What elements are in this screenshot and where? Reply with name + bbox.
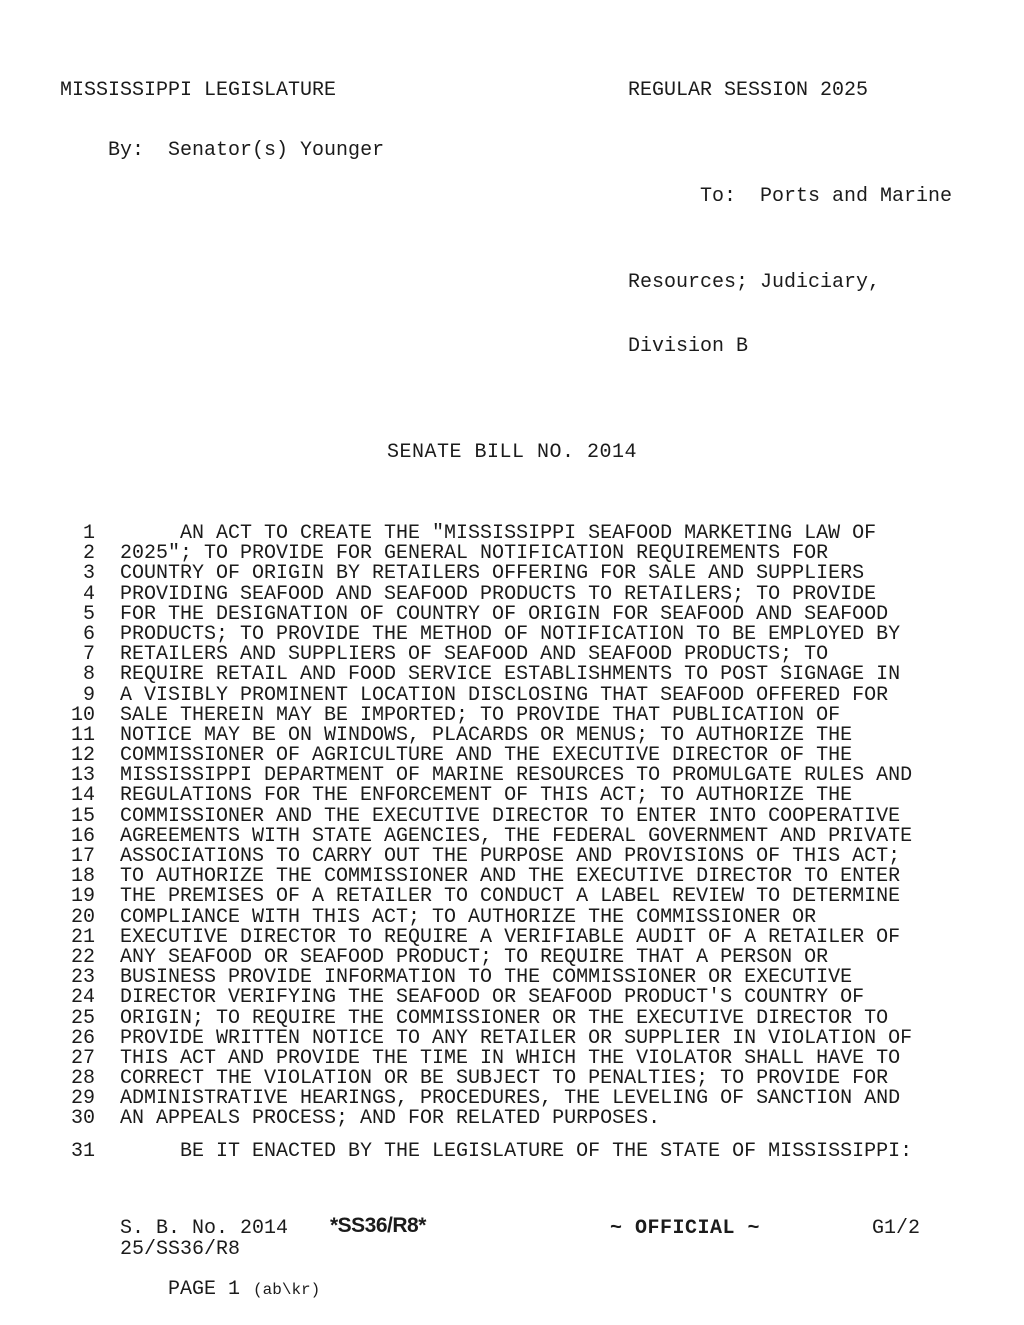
bill-text-line	[0, 887, 1024, 907]
line-number: 9	[82, 683, 95, 707]
footer-drafter-initials: (ab\kr)	[253, 1281, 321, 1299]
line-text: AN ACT TO CREATE THE "MISSISSIPPI SEAFOOD MARKETING LAW OF	[120, 522, 877, 545]
bill-text-line	[0, 723, 1024, 747]
bill-text-line	[0, 602, 1024, 626]
line-text: PROVIDE WRITTEN NOTICE TO ANY RETAILER OR SUPPLIER IN VIOLATION OF	[120, 1026, 913, 1050]
line-text: COUNTRY OF ORIGIN BY RETAILERS OFFERING FOR SALE AND SUPPLIERS	[120, 562, 865, 586]
footer-page-line	[120, 1260, 320, 1320]
author-name: Senator(s) Younger	[168, 139, 385, 162]
line-number: 7	[82, 643, 95, 667]
bill-text-line	[0, 1069, 1024, 1089]
committee-name-part-1: Ports and Marine	[760, 184, 953, 208]
line-text: FOR THE DESIGNATION OF COUNTRY OF ORIGIN FOR SEAFOOD AND SEAFOOD	[120, 602, 889, 626]
line-number: 8	[82, 663, 95, 687]
footer-page-label: PAGE 1	[168, 1278, 241, 1301]
bill-text-line	[0, 1109, 1024, 1129]
line-text: BE IT ENACTED BY THE LEGISLATURE OF THE STATE OF MISSISSIPPI:	[120, 1139, 913, 1163]
line-text: TO AUTHORIZE THE COMMISSIONER AND THE EXECUTIVE DIRECTOR TO ENTER	[120, 865, 901, 889]
line-number: 4	[82, 582, 95, 606]
line-number: 2	[82, 542, 95, 566]
bill-title: SENATE BILL NO. 2014	[386, 441, 638, 464]
line-number: 12	[70, 744, 95, 768]
line-text: PROVIDING SEAFOOD AND SEAFOOD PRODUCTS TO RETAILERS; TO PROVIDE	[120, 582, 877, 606]
bill-text-line	[0, 1026, 1024, 1050]
bill-text-line	[0, 867, 1024, 887]
bill-text-line	[0, 1139, 1024, 1163]
line-number: 30	[70, 1107, 95, 1131]
bill-text-line	[0, 746, 1024, 766]
line-text: COMPLIANCE WITH THIS ACT; TO AUTHORIZE THE COMMISSIONER OR	[120, 905, 817, 929]
bill-text-line	[0, 544, 1024, 564]
bill-text	[0, 524, 1024, 1162]
author-line	[60, 121, 384, 181]
line-text: 2025"; TO PROVIDE FOR GENERAL NOTIFICATION REQUIREMENTS FOR	[120, 542, 829, 566]
line-text: RETAILERS AND SUPPLIERS OF SEAFOOD AND SEAFOOD PRODUCTS; TO	[120, 643, 829, 667]
session-label: REGULAR SESSION 2025	[628, 79, 869, 102]
line-number: 6	[82, 622, 95, 646]
line-number: 23	[70, 966, 95, 990]
line-number: 27	[70, 1046, 95, 1070]
bill-text-line	[0, 988, 1024, 1008]
line-text: THIS ACT AND PROVIDE THE TIME IN WHICH THE VIOLATOR SHALL HAVE TO	[120, 1046, 901, 1070]
bill-text-line	[0, 622, 1024, 646]
bill-text-line	[0, 824, 1024, 848]
line-text: COMMISSIONER OF AGRICULTURE AND THE EXECUTIVE DIRECTOR OF THE	[120, 744, 853, 768]
bill-text-line	[0, 766, 1024, 786]
line-text: AGREEMENTS WITH STATE AGENCIES, THE FEDERAL GOVERNMENT AND PRIVATE	[120, 824, 913, 848]
bill-text-line	[0, 925, 1024, 949]
line-text: CORRECT THE VIOLATION OR BE SUBJECT TO PENALTIES; TO PROVIDE FOR	[120, 1067, 889, 1091]
line-text: NOTICE MAY BE ON WINDOWS, PLACARDS OR MENUS; TO AUTHORIZE THE	[120, 723, 853, 747]
line-text: COMMISSIONER AND THE EXECUTIVE DIRECTOR TO ENTER INTO COOPERATIVE	[120, 804, 901, 828]
line-number: 11	[70, 723, 95, 747]
footer-official-stamp: ~ OFFICIAL ~	[610, 1217, 761, 1240]
line-number: 22	[70, 945, 95, 969]
bill-text-line	[0, 564, 1024, 584]
bill-text-line	[0, 1046, 1024, 1070]
footer-request-code: *SS36/R8*	[330, 1214, 426, 1237]
line-number: 13	[70, 764, 95, 788]
bill-text-line	[0, 905, 1024, 929]
bill-text-line	[0, 524, 1024, 544]
committee-referral	[628, 121, 952, 401]
line-number: 15	[70, 804, 95, 828]
bill-text-line	[0, 582, 1024, 606]
line-text: MISSISSIPPI DEPARTMENT OF MARINE RESOURCES TO PROMULGATE RULES AND	[120, 764, 913, 788]
bill-text-line	[0, 645, 1024, 665]
footer-tracking-code: G1/2	[872, 1217, 921, 1240]
line-number: 26	[70, 1026, 95, 1050]
line-number: 25	[70, 1006, 95, 1030]
bill-text-line	[0, 665, 1024, 685]
line-number: 19	[70, 885, 95, 909]
line-text: ASSOCIATIONS TO CARRY OUT THE PURPOSE AND PROVISIONS OF THIS ACT;	[120, 845, 901, 868]
bill-text-line	[0, 1006, 1024, 1030]
committee-referral-line-1	[628, 164, 952, 229]
footer-session-code: 25/SS36/R8	[120, 1238, 241, 1261]
line-number: 18	[70, 865, 95, 889]
bill-text-line	[0, 786, 1024, 806]
line-text: ANY SEAFOOD OR SEAFOOD PRODUCT; TO REQUIRE THAT A PERSON OR	[120, 945, 829, 969]
line-number: 28	[70, 1067, 95, 1091]
line-number: 20	[70, 905, 95, 929]
line-number: 24	[70, 986, 95, 1010]
line-text: PRODUCTS; TO PROVIDE THE METHOD OF NOTIFICATION TO BE EMPLOYED BY	[120, 622, 901, 646]
committee-name-part-3: Division B	[628, 335, 749, 358]
bill-text-line	[0, 1089, 1024, 1109]
line-number: 5	[82, 602, 95, 626]
line-number: 21	[70, 925, 95, 949]
bill-text-line	[0, 804, 1024, 828]
line-number: 29	[70, 1087, 95, 1111]
line-text: AN APPEALS PROCESS; AND FOR RELATED PURPOSES.	[120, 1107, 661, 1131]
line-text: ADMINISTRATIVE HEARINGS, PROCEDURES, THE LEVELING OF SANCTION AND	[120, 1087, 901, 1111]
line-text: BUSINESS PROVIDE INFORMATION TO THE COMMISSIONER OR EXECUTIVE	[120, 966, 853, 990]
line-number: 10	[70, 703, 95, 727]
line-number: 16	[70, 824, 95, 848]
bill-text-line	[0, 683, 1024, 707]
line-text: A VISIBLY PROMINENT LOCATION DISCLOSING THAT SEAFOOD OFFERED FOR	[120, 683, 889, 707]
footer-bill-number: S. B. No. 2014	[120, 1217, 289, 1240]
bill-text-line	[0, 847, 1024, 867]
line-number: 1	[82, 522, 95, 545]
line-text: DIRECTOR VERIFYING THE SEAFOOD OR SEAFOOD PRODUCT'S COUNTRY OF	[120, 986, 865, 1010]
to-label: To:	[700, 184, 737, 208]
line-number: 31	[70, 1139, 95, 1163]
committee-name-part-2: Resources; Judiciary,	[628, 270, 881, 294]
bill-text-line	[0, 945, 1024, 969]
line-number: 14	[70, 784, 95, 808]
legislature-name: MISSISSIPPI LEGISLATURE	[60, 79, 337, 102]
bill-text-line	[0, 968, 1024, 988]
line-text: REGULATIONS FOR THE ENFORCEMENT OF THIS ACT; TO AUTHORIZE THE	[120, 784, 853, 808]
by-label: By:	[108, 139, 145, 162]
line-text: THE PREMISES OF A RETAILER TO CONDUCT A LABEL REVIEW TO DETERMINE	[120, 885, 901, 909]
line-text: EXECUTIVE DIRECTOR TO REQUIRE A VERIFIABLE AUDIT OF A RETAILER OF	[120, 925, 901, 949]
line-text: ORIGIN; TO REQUIRE THE COMMISSIONER OR THE EXECUTIVE DIRECTOR TO	[120, 1006, 889, 1030]
line-text: REQUIRE RETAIL AND FOOD SERVICE ESTABLISHMENTS TO POST SIGNAGE IN	[120, 663, 901, 687]
line-number: 3	[82, 562, 95, 586]
bill-text-line	[0, 703, 1024, 727]
line-text: SALE THEREIN MAY BE IMPORTED; TO PROVIDE THAT PUBLICATION OF	[120, 703, 841, 727]
line-number: 17	[70, 845, 95, 868]
